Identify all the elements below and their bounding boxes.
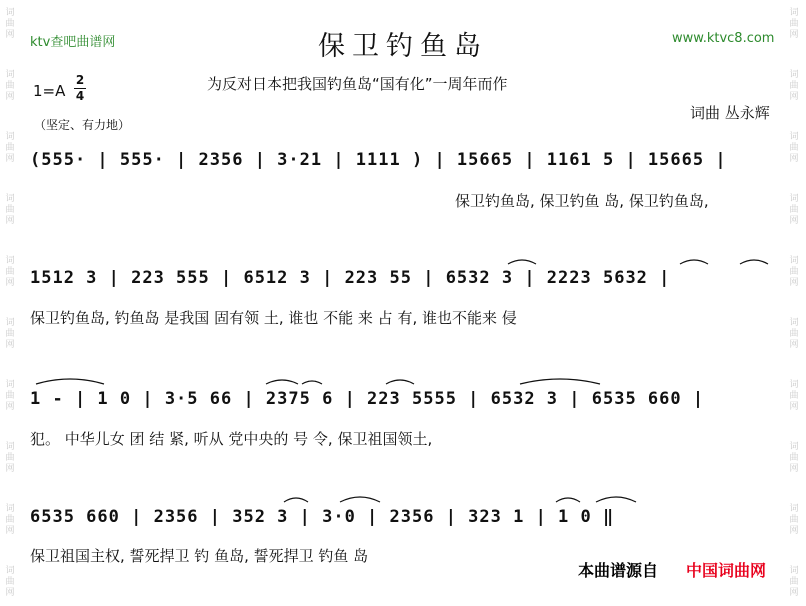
- slur: [596, 497, 636, 502]
- lyrics-row-1: 保卫钓鱼岛, 保卫钓鱼 岛, 保卫钓鱼岛,: [455, 192, 709, 210]
- notation-row-2: 1512 3 | 223 555 | 6512 3 | 223 55 | 6532 3 | 2223 5632 |: [30, 268, 671, 288]
- watermark-text: 词 曲 网: [789, 256, 799, 288]
- song-title: 保卫钓鱼岛: [318, 31, 488, 62]
- lyrics-row-3: 犯。 中华儿女 团 结 紧, 听从 党中央的 号 令, 保卫祖国领土,: [30, 430, 433, 448]
- credit-line: 词曲 丛永辉: [690, 104, 770, 122]
- watermark-text: 词 曲 网: [789, 566, 799, 598]
- source-site-link[interactable]: 中国词曲网: [686, 561, 767, 580]
- watermark-text: 词 曲 网: [5, 70, 15, 102]
- lyrics-row-2: 保卫钓鱼岛, 钓鱼岛 是我国 固有领 土, 谁也 不能 来 占 有, 谁也不能来 侵: [30, 309, 517, 327]
- watermark-text: 词 曲 网: [789, 132, 799, 164]
- site-url-right[interactable]: www.ktvc8.com: [672, 31, 775, 46]
- time-signature-top: 2: [75, 73, 85, 87]
- watermark-text: 词 曲 网: [5, 380, 15, 412]
- slur: [340, 497, 380, 502]
- song-subtitle: 为反对日本把我国钓鱼岛“国有化”一周年而作: [207, 75, 508, 93]
- slur: [266, 380, 298, 384]
- slur: [386, 380, 414, 384]
- slur: [284, 498, 308, 502]
- slur: [36, 379, 104, 384]
- slur: [302, 381, 322, 384]
- slur: [508, 260, 536, 264]
- slur: [520, 379, 600, 384]
- watermark-text: 词 曲 网: [5, 566, 15, 598]
- watermark-text: 词 曲 网: [789, 8, 799, 40]
- source-label: 本曲谱源自: [578, 561, 659, 580]
- lyrics-row-4: 保卫祖国主权, 誓死捍卫 钓 鱼岛, 誓死捍卫 钓鱼 岛: [30, 547, 369, 565]
- watermark-text: 词 曲 网: [5, 194, 15, 226]
- watermark-text: 词 曲 网: [789, 70, 799, 102]
- slur: [680, 260, 708, 264]
- watermark-text: 词 曲 网: [5, 132, 15, 164]
- notation-row-4: 6535 660 | 2356 | 352 3 | 3·0 | 2356 | 323 1 | 1 0 ‖: [30, 507, 615, 527]
- time-signature-bottom: 4: [75, 89, 85, 103]
- watermark-text: 词 曲 网: [5, 442, 15, 474]
- key-signature: 1=A: [33, 82, 66, 100]
- watermark-text: 词 曲 网: [789, 318, 799, 350]
- watermark-text: 词 曲 网: [5, 8, 15, 40]
- watermark-text: 词 曲 网: [789, 442, 799, 474]
- watermark-text: 词 曲 网: [5, 256, 15, 288]
- watermark-text: 词 曲 网: [5, 318, 15, 350]
- notation-row-3: 1 - | 1 0 | 3·5 66 | 2375 6 | 223 5555 | 6532 3 | 6535 660 |: [30, 389, 705, 409]
- notation-row-1: (555· | 555· | 2356 | 3·21 | 1111 ) | 15665 | 1161 5 | 15665 |: [30, 150, 727, 170]
- slur: [740, 260, 768, 264]
- slur: [556, 498, 580, 502]
- watermark-text: 词 曲 网: [789, 194, 799, 226]
- watermark-text: 词 曲 网: [789, 380, 799, 412]
- tempo-marking: （坚定、有力地）: [34, 118, 131, 132]
- site-name-left[interactable]: ktv查吧曲谱网: [30, 35, 116, 50]
- watermark-text: 词 曲 网: [5, 504, 15, 536]
- watermark-text: 词 曲 网: [789, 504, 799, 536]
